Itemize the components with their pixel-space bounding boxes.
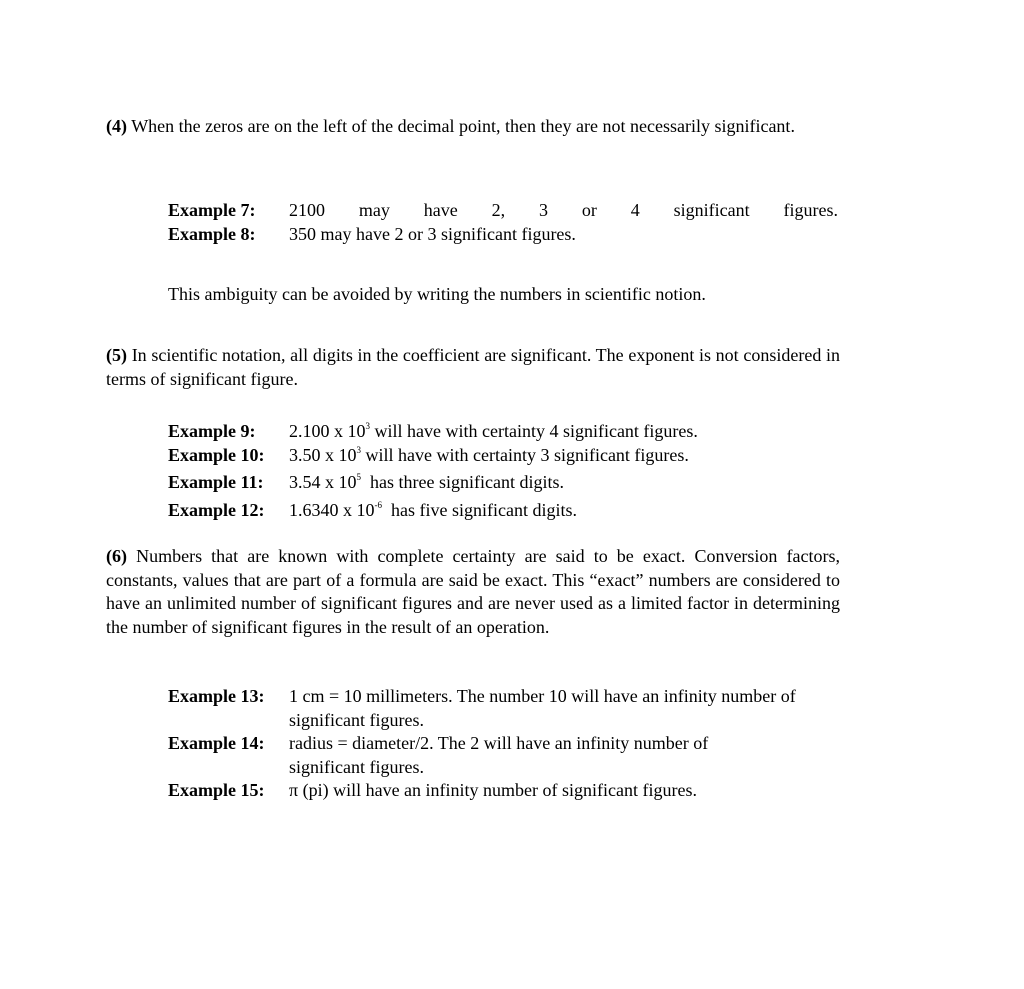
rule-5-label: (5)	[106, 345, 127, 365]
example-7-word: have	[423, 200, 458, 220]
rule-4-paragraph	[106, 115, 840, 139]
rule-6-text: Numbers that are known with complete certainty are said to be exact. Conversion factors, constants, values that are part of a formula are said be exact. This “exact” numbers are considered to have an unlimited number of significant figures and are never used as a limited factor in determining the number of significant figures in the result of an operation.	[106, 546, 840, 637]
example-10-coefficient: 3.50 x 10	[289, 444, 357, 465]
example-9-rest: will have with certainty 4 significant figures.	[370, 421, 698, 441]
example-13-label: Example 13:	[168, 686, 265, 706]
example-7-label: Example 7:	[168, 200, 256, 220]
example-12-rest: has five significant digits.	[382, 499, 577, 520]
example-9-text	[289, 420, 698, 444]
example-11-exponent: 5	[356, 472, 361, 482]
example-8-text: 350 may have 2 or 3 significant figures.	[289, 223, 576, 244]
rule-5-paragraph	[106, 344, 840, 391]
example-12-exponent: -6	[374, 499, 382, 510]
example-11-rest: has three significant digits.	[361, 472, 564, 492]
rule-6-label: (6)	[106, 546, 127, 566]
example-9-coefficient: 2.100 x 10	[289, 421, 366, 441]
example-11-text	[289, 471, 564, 495]
example-9-exponent: 3	[365, 421, 370, 431]
example-15-label: Example 15:	[168, 780, 265, 800]
example-14-label: Example 14:	[168, 733, 265, 753]
example-10-exponent: 3	[356, 444, 361, 455]
ambiguity-note: This ambiguity can be avoided by writing the numbers in scientific notion.	[168, 284, 706, 304]
example-15-text: π (pi) will have an infinity number of significant figures.	[289, 780, 697, 800]
example-7-word: or	[581, 200, 597, 220]
example-7-word: 3	[538, 200, 548, 220]
example-7-word: 2100	[289, 200, 325, 220]
rule-5-text: In scientific notation, all digits in the coefficient are significant. The exponent is not considered in terms of significant figure.	[106, 345, 841, 389]
example-9-label: Example 9:	[168, 421, 256, 441]
rule-4-label: (4)	[106, 116, 127, 136]
example-12-label: Example 12:	[168, 499, 265, 520]
example-7-word: significant	[673, 200, 750, 220]
example-11-coefficient: 3.54 x 10	[289, 472, 357, 492]
example-7-word: figures.	[783, 200, 838, 220]
example-7-word: 2,	[491, 200, 506, 220]
example-13-text: 1 cm = 10 millimeters. The number 10 will have an infinity number of significant figures.	[289, 686, 796, 730]
example-10-label: Example 10:	[168, 444, 265, 465]
example-14-text: radius = diameter/2. The 2 will have an infinity number of significant figures.	[289, 733, 709, 777]
example-11-label: Example 11:	[168, 472, 264, 492]
example-8-label: Example 8:	[168, 223, 256, 244]
example-12-text	[289, 499, 577, 523]
example-10-text	[289, 444, 689, 468]
example-7-word: may	[358, 200, 390, 220]
rule-4-text: When the zeros are on the left of the decimal point, then they are not necessarily significant.	[131, 116, 795, 136]
example-7-word: 4	[630, 200, 640, 220]
example-10-rest: will have with certainty 3 significant figures.	[361, 444, 689, 465]
rule-6-paragraph	[106, 545, 840, 639]
example-12-coefficient: 1.6340 x 10	[289, 499, 375, 520]
example-7-text	[289, 199, 838, 223]
